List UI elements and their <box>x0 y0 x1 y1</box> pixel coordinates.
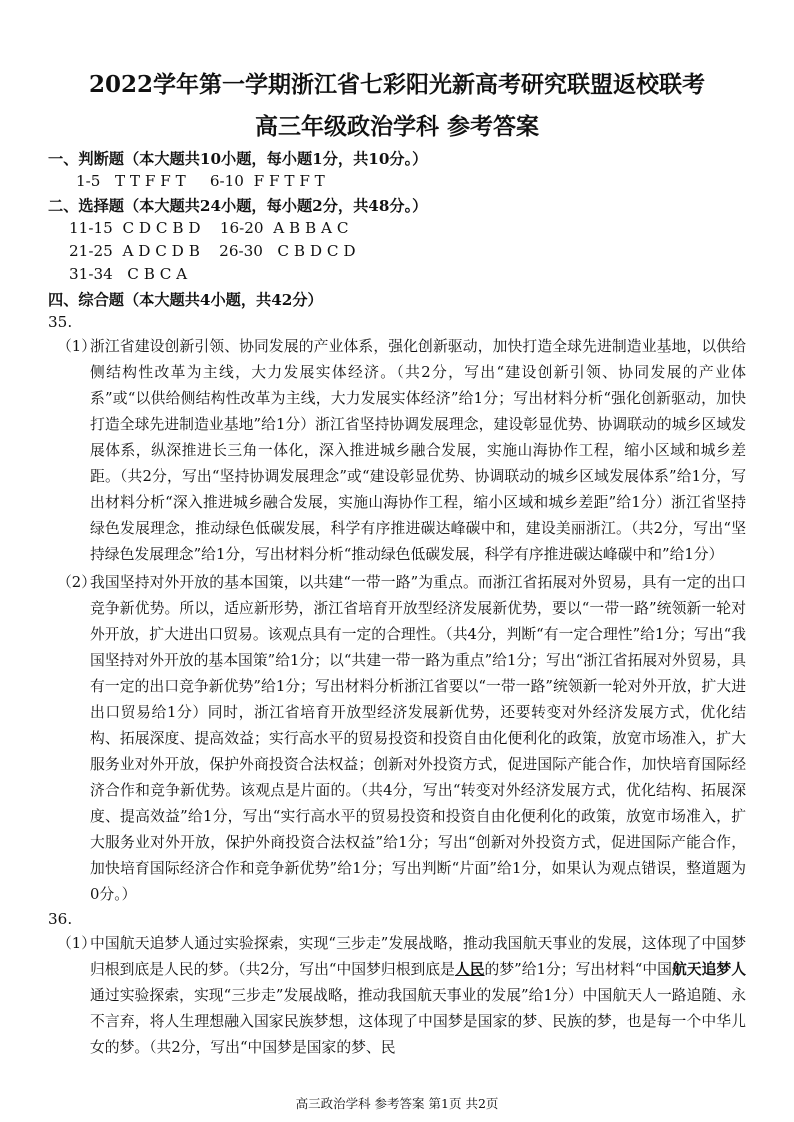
section2-answers-row2: 21-25 A D C D B 26-30 C B D C D <box>69 242 356 260</box>
section1-answers: 1-5 T T F F T 6-10 F F T F T <box>76 172 325 190</box>
q35-part1 <box>57 334 746 568</box>
document-subtitle: 高三年级政治学科 参考答案 <box>254 113 539 140</box>
q36-part1-text-b: 的梦”给1分；写出材料“中国 <box>484 961 672 978</box>
section1-heading: 一、判断题（本大题共10小题，每小题1分，共10分。） <box>48 150 428 168</box>
q35-part1-label: （1） <box>57 338 97 355</box>
section2-answers-row3: 31-34 C B C A <box>69 265 188 283</box>
section2-heading: 二、选择题（本大题共24小题，每小题2分，共48分。） <box>48 197 428 215</box>
section2-answers-row1: 11-15 C D C B D 16-20 A B B A C <box>69 219 349 237</box>
question-35-number: 35. <box>48 313 73 331</box>
q36-part1-emphasis-people: 人民 <box>454 961 485 978</box>
q35-part2 <box>57 570 746 908</box>
q35-part1-text: 浙江省建设创新引领、协同发展的产业体系，强化创新驱动，加快打造全球先进制造业基地，以供给侧结构性改革为主线，大力发展实体经济。（共2分，写出“建设创新引领、协同发展的产业体系”或“以供给侧结构性改革为主线，大力发展实体经济”给1分；写出材料分析“强化创新驱动，加快打造全球先进制造业基地”给1分）浙江省坚持协调发展理念，建设彰显优势、协调联动的城乡区域发展体系，纵深推进长三角一体化，深入推进城乡融合发展，实施山海协作工程，缩小区域和城乡差距。（共2分，写出“坚持协调发展理念”或“建设彰显优势、协调联动的城乡区域发展体系”给1分，写出材料分析“深入推进城乡融合发展，实施山海协作工程，缩小区域和城乡差距”给1分）浙江省坚持绿色发展理念，推动绿色低碳发展，科学有序推进碳达峰碳中和，建设美丽浙江。（共2分，写出“坚持绿色发展理念”给1分，写出材料分析“推动绿色低碳发展，科学有序推进碳达峰碳中和”给1分） <box>90 338 746 563</box>
question-36-number: 36. <box>48 910 73 928</box>
q36-part1-text-c: 通过实验探索，实现“三步走”发展战略，推动我国航天事业的发展”给1分）中国航天人一路追随、永不言弃，将人生理想融入国家民族梦想，这体现了中国梦是国家的梦、民族的梦，也是每一个中华儿女的梦。（共2分，写出“中国梦是国家的梦、民 <box>90 987 746 1056</box>
section4-heading: 四、综合题（本大题共4小题，共42分） <box>48 291 323 309</box>
q35-part2-label: （2） <box>57 574 97 591</box>
q35-part2-text: 我国坚持对外开放的基本国策，以共建“一带一路”为重点。而浙江省拓展对外贸易，具有一定的出口竞争新优势。所以，适应新形势，浙江省培育开放型经济发展新优势，要以“一带一路”统领新一轮对外开放，扩大进出口贸易。该观点具有一定的合理性。（共4分，判断“有一定合理性”给1分；写出“我国坚持对外开放的基本国策”给1分；以“共建一带一路为重点”给1分；写出“浙江省拓展对外贸易，具有一定的出口竞争新优势”给1分；写出材料分析浙江省要以“一带一路”统领新一轮对外开放，扩大进出口贸易给1分）同时，浙江省培育开放型经济发展新优势，还要转变对外经济发展方式，优化结构、拓展深度、提高效益；实行高水平的贸易投资和投资自由化便利化的政策，放宽市场准入，扩大服务业对外开放，保护外商投资合法权益；创新对外投资方式，促进国际产能合作，加快培育国际经济合作和竞争新优势。该观点是片面的。（共4分，写出“转变对外经济发展方式，优化结构、拓展深度、提高效益”给1分，写出“实行高水平的贸易投资和投资自由化便利化的政策，放宽市场准入，扩大服务业对外开放，保护外商投资合法权益”给1分；写出“创新对外投资方式，促进国际产能合作，加快培育国际经济合作和竞争新优势”给1分；写出判断“片面”给1分，如果认为观点错误，整道题为0分。） <box>90 574 746 903</box>
document-title: 2022学年第一学期浙江省七彩阳光新高考研究联盟返校联考 <box>88 71 705 98</box>
q36-part1-label: （1） <box>57 935 97 952</box>
q36-part1-text-a: 中国航天追梦人通过实验探索，实现“三步走”发展战略，推动我国航天事业的发展，这体现了中国梦归根到底是人民的梦。（共2分，写出“中国梦归根到底是 <box>90 935 746 978</box>
page-footer: 高三政治学科 参考答案 第1页 共2页 <box>295 1096 499 1111</box>
q36-part1 <box>57 931 746 1061</box>
q36-part1-emphasis-dreamers: 航天追梦人 <box>671 961 746 978</box>
